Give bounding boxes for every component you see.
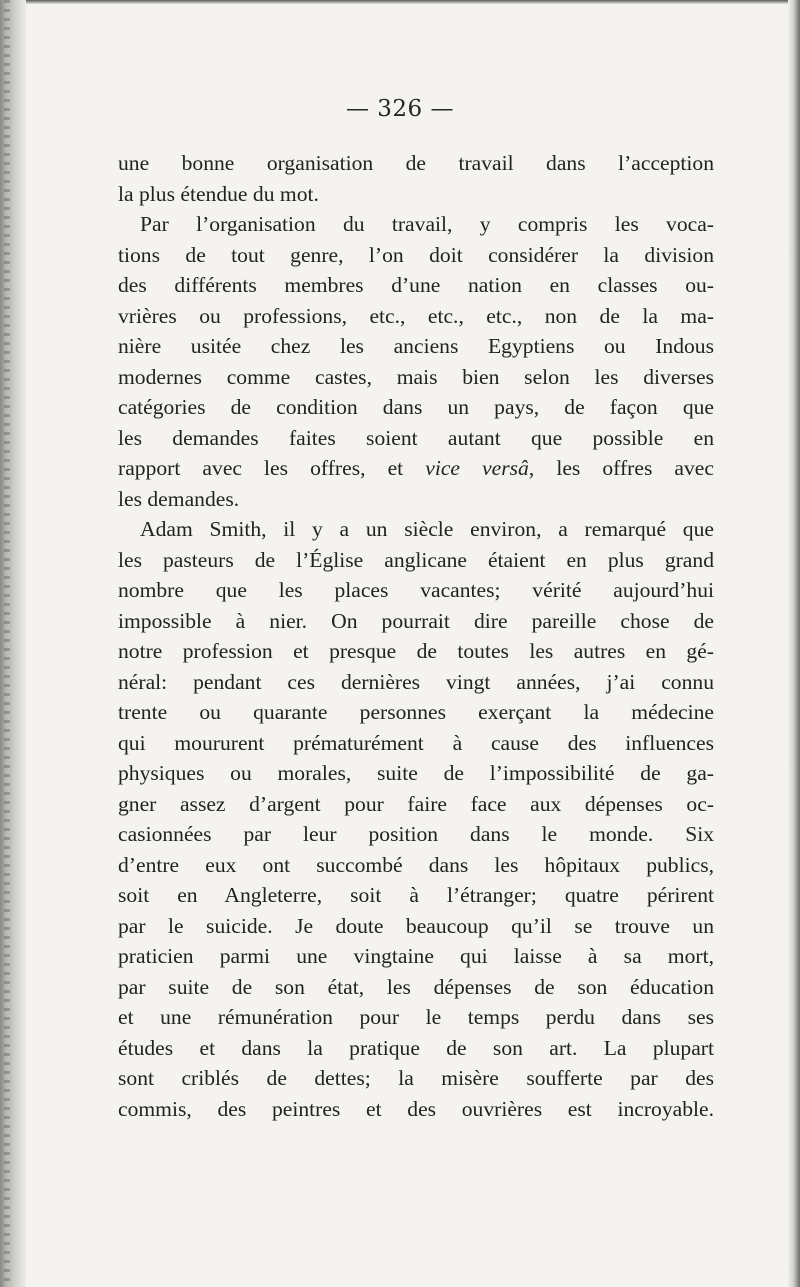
text-line: la plus étendue du mot. — [118, 181, 319, 206]
text-line: les demandes. — [118, 486, 240, 511]
page-right-edge — [788, 0, 800, 1287]
text-line: une bonne organisation de travail dans l’acception — [118, 151, 714, 175]
text-line: sont criblés de dettes; la misère soufferte par des — [118, 1066, 714, 1090]
text-line: notre profession et presque de toutes les autres en gé- — [118, 639, 714, 663]
text-line: impossible à nier. On pourrait dire pareille chose de — [118, 608, 714, 633]
text-line: soit en Angleterre, soit à l’étranger; quatre périrent — [118, 883, 714, 907]
text-line: commis, des peintres et des ouvrières est incroyable. — [118, 1096, 714, 1121]
text-line: des différents membres d’une nation en classes ou- — [118, 273, 714, 297]
text-line: études et dans la pratique de son art. La plupart — [118, 1035, 714, 1060]
text-line: Par l’organisation du travail, y compris les voca- — [140, 212, 714, 236]
text-line: d’entre eux ont succombé dans les hôpitaux publics, — [118, 852, 714, 877]
text-line: physiques ou morales, suite de l’impossibilité de ga- — [118, 761, 714, 785]
text-line: les pasteurs de l’Église anglicane étaient en plus grand — [118, 547, 714, 572]
text-line: par suite de son état, les dépenses de son éducation — [118, 974, 714, 999]
text-line: néral: pendant ces dernières vingt années, j’ai connu — [118, 669, 714, 694]
text-line: nombre que les places vacantes; vérité aujourd’hui — [118, 578, 714, 602]
text-line: Adam Smith, il y a un siècle environ, a remarqué que — [140, 517, 714, 541]
text-line: nière usitée chez les anciens Egyptiens ou Indous — [118, 334, 714, 358]
text-line: modernes comme castes, mais bien selon les diverses — [118, 364, 714, 389]
page-binding-edge — [0, 0, 26, 1287]
text-line: et une rémunération pour le temps perdu dans ses — [118, 1005, 714, 1029]
text-line: tions de tout genre, l’on doit considérer la division — [118, 242, 714, 267]
text-line: vrières ou professions, etc., etc., etc., non de la ma- — [118, 303, 714, 328]
text-line: praticien parmi une vingtaine qui laisse à sa mort, — [118, 944, 714, 968]
text-line: gner assez d’argent pour faire face aux dépenses oc- — [118, 791, 714, 816]
text-line: trente ou quarante personnes exerçant la médecine — [118, 700, 714, 724]
text-line: rapport avec les offres, et vice versâ, les offres avec — [118, 456, 714, 480]
italic-phrase: vice versâ — [425, 456, 529, 480]
text-line: catégories de condition dans un pays, de façon que — [118, 395, 714, 419]
text-line: par le suicide. Je doute beaucoup qu’il se trouve un — [118, 913, 714, 938]
text-line: les demandes faites soient autant que possible en — [118, 425, 714, 450]
body-text — [118, 148, 714, 1124]
page-number-header: — 326 — — [345, 96, 455, 122]
text-line: qui moururent prématurément à cause des influences — [118, 730, 714, 755]
text-line: casionnées par leur position dans le monde. Six — [118, 822, 714, 846]
page-top-edge — [0, 0, 800, 4]
